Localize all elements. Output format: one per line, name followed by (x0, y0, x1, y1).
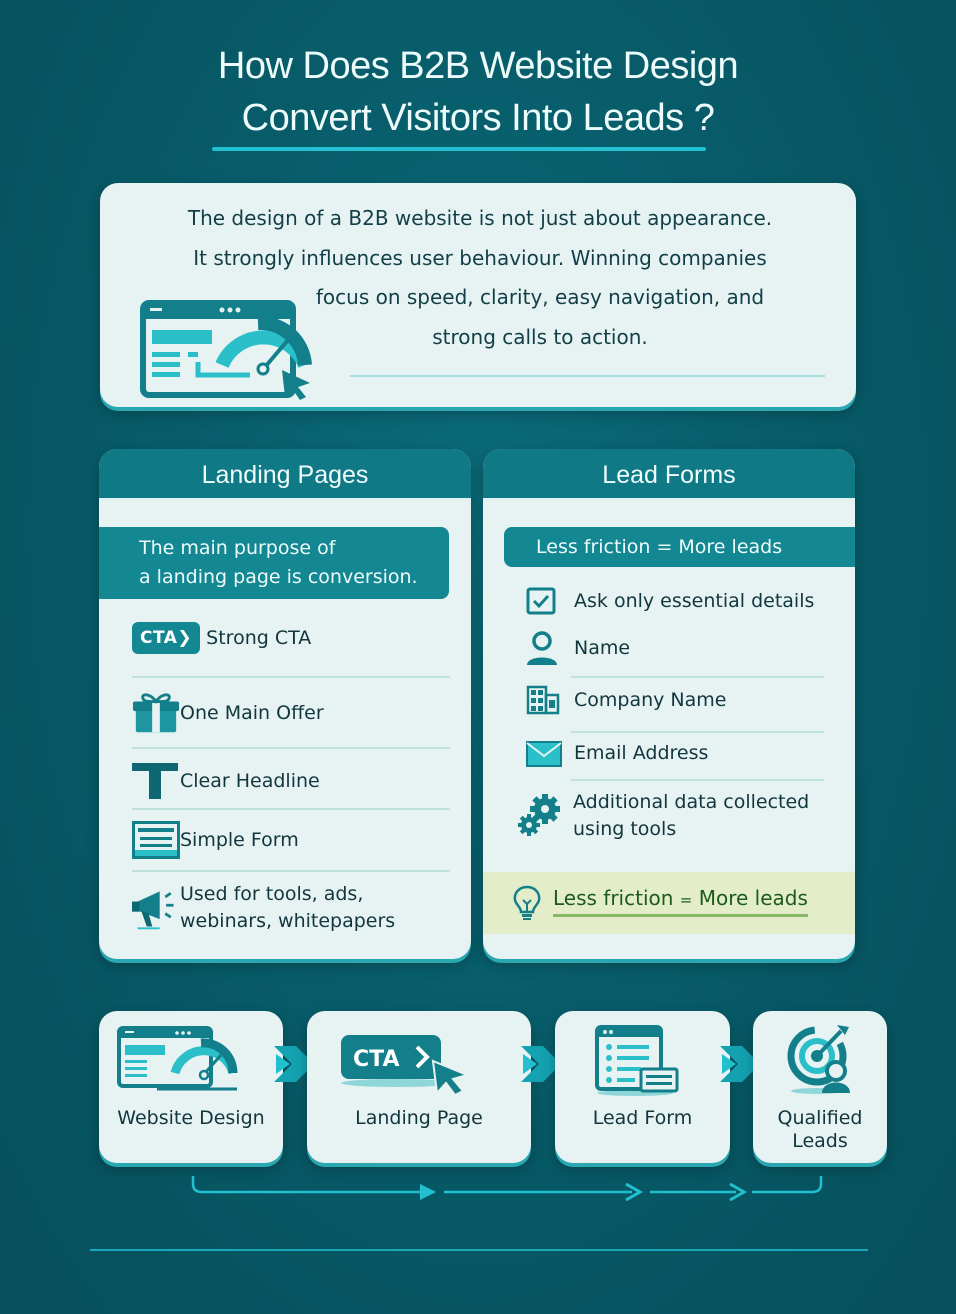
title-line-1: How Does B2B Website Design (217, 45, 739, 87)
list-item-one-main-offer (132, 691, 324, 735)
item-label: Strong CTA (206, 626, 312, 649)
gears-icon (517, 793, 573, 839)
divider (132, 747, 450, 749)
page-title (0, 40, 956, 144)
megaphone-icon (132, 884, 180, 932)
lightbulb-icon (513, 885, 541, 925)
lead-forms-panel (483, 449, 855, 959)
cta-cursor-icon (339, 1033, 471, 1101)
item-label: Additional data collected using tools (573, 791, 810, 840)
landing-purpose-banner (99, 527, 449, 599)
step-label: Website Design (117, 1107, 265, 1129)
item-label: Simple Form (180, 828, 299, 851)
list-item-email-address (526, 740, 708, 767)
intro-line-3: focus on speed, clarity, easy navigation, and (315, 285, 765, 309)
flow-step-website-design (99, 1011, 283, 1163)
list-item-company-name (526, 685, 726, 715)
friction-tip (483, 872, 855, 934)
divider (132, 808, 450, 810)
step-label: Lead Form (592, 1107, 693, 1129)
user-icon (526, 631, 574, 665)
landing-pages-panel (99, 449, 471, 959)
flow-step-lead-form (555, 1011, 730, 1163)
target-person-icon (787, 1021, 857, 1101)
intro-line-2: It strongly influences user behaviour. Winning companies (193, 245, 767, 270)
divider (132, 870, 450, 872)
item-label: Used for tools, ads, webinars, whitepapers (180, 883, 396, 932)
divider (571, 731, 824, 733)
list-item-name (526, 631, 630, 665)
landing-pages-heading: Landing Pages (99, 449, 471, 501)
footer-divider (90, 1249, 868, 1251)
banner-line-2: a landing page is conversion. (139, 566, 418, 588)
list-item-additional-data (517, 789, 809, 843)
item-label: Clear Headline (180, 769, 320, 792)
intro-line-4: strong calls to action. (432, 324, 648, 349)
list-item-essential-details (526, 587, 814, 615)
step-label: Qualified Leads (777, 1107, 863, 1152)
list-item-simple-form (132, 821, 299, 859)
cta-badge-icon: CTA❯ (132, 622, 200, 654)
website-speed-gauge-icon (117, 1025, 239, 1095)
title-underline (212, 147, 706, 151)
friction-banner: Less friction = More leads (504, 527, 855, 567)
tip-text: Less friction = More leads (553, 886, 808, 917)
checkbox-icon (526, 587, 574, 615)
envelope-icon (526, 741, 574, 767)
flow-step-qualified-leads (753, 1011, 887, 1163)
item-label: Name (574, 636, 631, 659)
intro-line-1: The design of a B2B website is not just about appearance. (187, 206, 773, 230)
item-label: Email Address (574, 742, 709, 764)
divider (571, 779, 824, 781)
list-item-strong-cta (132, 622, 311, 654)
lead-forms-heading: Lead Forms (483, 449, 855, 501)
headline-t-icon (132, 763, 180, 799)
gift-icon (132, 691, 180, 735)
flow-step-landing-page (307, 1011, 531, 1163)
intro-card (100, 183, 856, 407)
flow-arrow-line (188, 1172, 828, 1204)
divider (571, 676, 824, 678)
divider (132, 676, 450, 678)
list-item-clear-headline (132, 763, 320, 799)
website-speed-gauge-icon (140, 295, 315, 404)
list-item-used-for (132, 881, 395, 935)
intro-divider (350, 375, 825, 377)
item-label: One Main Offer (180, 701, 324, 724)
banner-line-1: The main purpose of (139, 537, 336, 559)
item-label: Ask only essential details (574, 589, 815, 612)
svg-text:CTA: CTA (353, 1047, 400, 1072)
building-icon (526, 685, 574, 715)
step-label: Landing Page (355, 1107, 483, 1129)
form-list-icon (595, 1025, 681, 1101)
title-line-2: Convert Visitors Into Leads ? (241, 97, 715, 139)
form-icon (132, 821, 180, 859)
item-label: Company Name (574, 688, 727, 711)
